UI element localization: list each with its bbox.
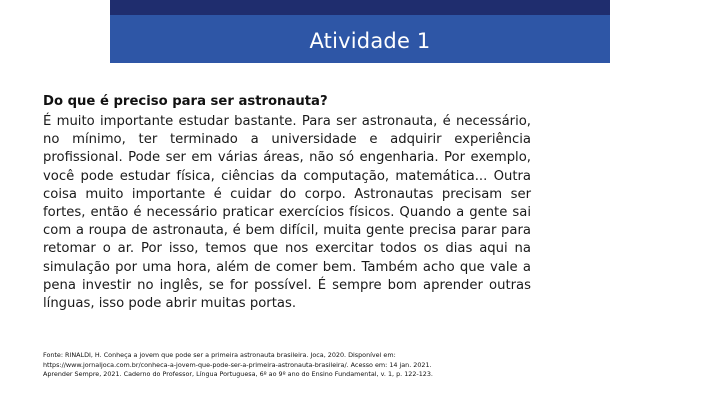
header-top-strip: [110, 0, 610, 15]
answer-paragraph: É muito importante estudar bastante. Para ser astronauta, é necessário, no mínimo, ter terminado a universidade e adquirir experiência profissional. Pode ser em várias áreas, não só engenharia. Por exemplo, você pode estudar física, ciências da computação, matemática... Outra coisa muito importante é cuidar do corpo. Astronautas precisam ser fortes, então é necessário praticar exercícios físicos. Quando a gente sai com a roupa de astronauta, é bem difícil, muita gente precisa parar para retomar o ar. Por isso, temos que nos exercitar todos os dias aqui na simulação por uma hora, além de comer bem. Também acho que vale a pena investir no inglês, se for possível. É sempre bom aprender outras línguas, isso pode abrir muitas portas.: [43, 114, 531, 312]
question-heading: Do que é preciso para ser astronauta?: [43, 94, 328, 109]
source-line-3: Aprender Sempre, 2021. Caderno do Professor, Língua Portuguesa, 6º ao 9º ano do Ensino Fundamental, v. 1, p. 122-123.: [43, 370, 433, 378]
main-content: [43, 92, 531, 313]
source-line-2: https://www.jornaljoca.com.br/conheca-a-jovem-que-pode-ser-a-primeira-astronauta-brasileira/. Acesso em: 14 jan. 2021.: [43, 360, 432, 369]
page-title: Atividade 1: [309, 29, 431, 53]
source-line-1: Fonte: RINALDI, H. Conheça a jovem que pode ser a primeira astronauta brasileira. Joca, 2020. Disponível em:: [43, 351, 396, 359]
header-band: [110, 15, 610, 63]
source-citation: [43, 351, 513, 380]
